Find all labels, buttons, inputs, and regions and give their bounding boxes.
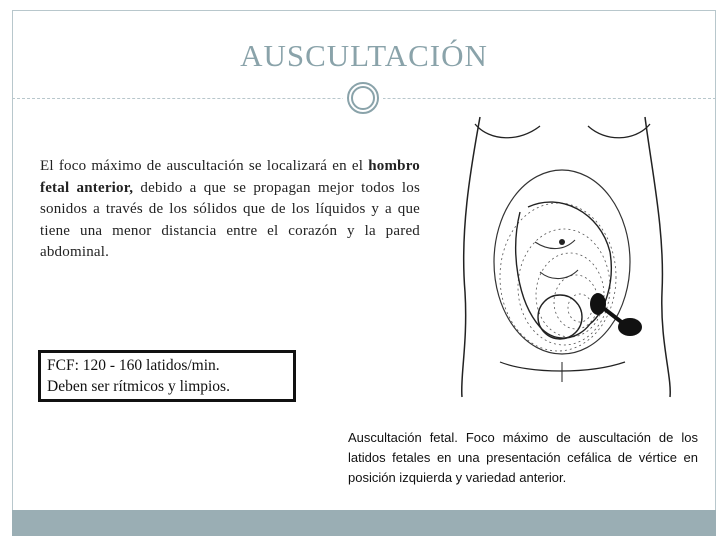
intro-bold: hombro fetal anterior, (40, 158, 420, 196)
fcf-line-2: Deben ser rítmicos y limpios. (47, 378, 230, 395)
footer-bar (12, 510, 716, 536)
figure-caption: Auscultación fetal. Foco máximo de auscultación de los latidos fetales en una presentación cefálica de vértice en posición izquierda y variedad anterior. (348, 430, 698, 485)
ring-ornament (343, 80, 383, 120)
auscultation-illustration (440, 112, 690, 402)
fcf-box (38, 350, 296, 402)
intro-paragraph (40, 156, 420, 264)
fcf-line-1: FCF: 120 - 160 latidos/min. (47, 357, 220, 374)
page-title: AUSCULTACIÓN (240, 38, 488, 73)
intro-text-2: debido a que se propagan mejor todos los sonidos a través de los sólidos que de los líquidos y a que tiene una menor distancia entre el corazón y la pared abdominal. (40, 179, 420, 260)
intro-text-1: El foco máximo de auscultación se localizará en el (40, 158, 364, 174)
